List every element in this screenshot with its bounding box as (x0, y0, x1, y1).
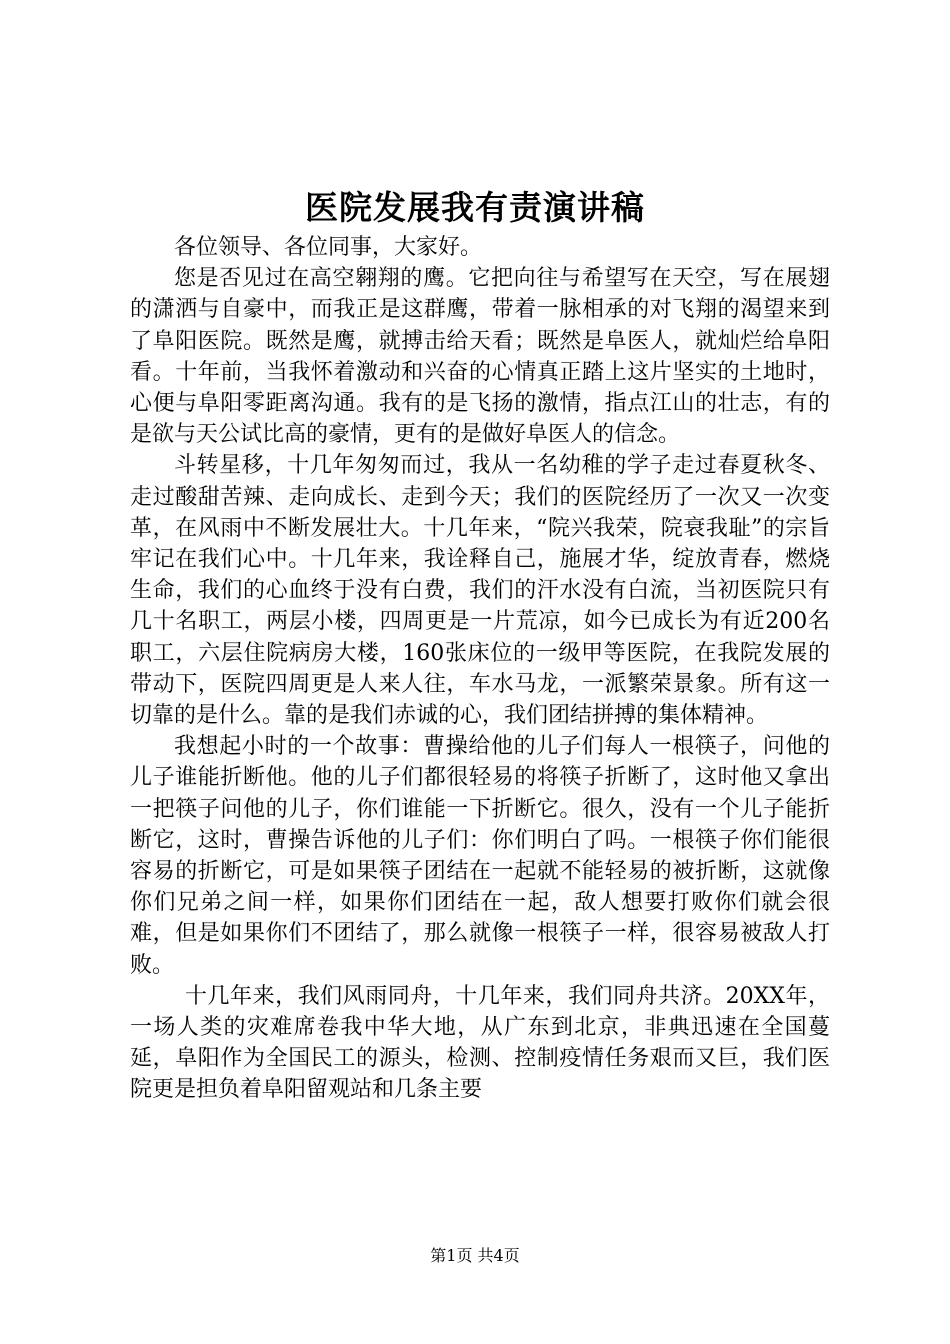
paragraph-chopsticks-story: 我想起小时的一个故事：曹操给他的儿子们每人一根筷子，问他的儿子谁能折断他。他的儿子们都很轻易的将筷子折断了，这时他又拿出一把筷子问他的儿子，你们谁能一下折断它。很久，没有一个儿子能折断它，这时，曹操告诉他的儿子们：你们明白了吗。一根筷子你们能很容易的折断它，可是如果筷子团结在一起就不能轻易的被折断，这就像你们兄弟之间一样，如果你们团结在一起，敌人想要打败你们就会很难，但是如果你们不团结了，那么就像一根筷子一样，很容易被敌人打败。 (130, 734, 830, 978)
paragraph-development: 斗转星移，十几年匆匆而过，我从一名幼稚的学子走过春夏秋冬、走过酸甜苦辣、走向成长、走到今天；我们的医院经历了一次又一次变革，在风雨中不断发展壮大。十几年来，“院兴我荣，院衰我耻”的宗旨牢记在我们心中。十几年来，我诠释自己，施展才华，绽放青春，燃烧生命，我们的心血终于没有白费，我们的汗水没有白流，当初医院只有几十名职工，两层小楼，四周更是一片荒凉，如今已成长为有近200名职工，六层住院病房大楼，160张床位的一级甲等医院，在我院发展的带动下，医院四周更是人来人往，车水马龙，一派繁荣景象。所有这一切靠的是什么。靠的是我们赤诚的心，我们团结拼搏的集体精神。 (130, 453, 830, 729)
page-number-footer: 第1页 共4页 (430, 1246, 520, 1265)
document-body (130, 232, 830, 1106)
paragraph-sars: 十几年来，我们风雨同舟，十几年来，我们同舟共济。20XX年，一场人类的灾难席卷我中华大地，从广东到北京，非典迅速在全国蔓延，阜阳作为全国民工的源头，检测、控制疫情任务艰而又巨，我们医院更是担负着阜阳留观站和几条主要 (130, 983, 830, 1103)
document-title: 医院发展我有责演讲稿 (305, 188, 645, 227)
paragraph-eagle: 您是否见过在高空翱翔的鹰。它把向往与希望写在天空，写在展翅的潇洒与自豪中，而我正是这群鹰，带着一脉相承的对飞翔的渴望来到了阜阳医院。既然是鹰，就搏击给天看；既然是阜医人，就灿烂给阜阳看。十年前，当我怀着激动和兴奋的心情真正踏上这片坚实的土地时，心便与阜阳零距离沟通。我有的是飞扬的激情，指点江山的壮志，有的是欲与天公试比高的豪情，更有的是做好阜医人的信念。 (130, 266, 830, 448)
paragraph-greeting: 各位领导、各位同事，大家好。 (174, 235, 483, 260)
